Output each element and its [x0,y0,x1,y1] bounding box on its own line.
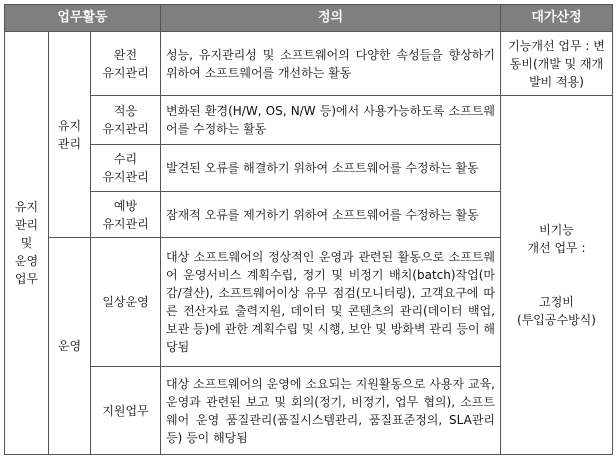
maintenance-label: 유지 관리 [49,32,91,238]
group-label: 유지 관리 및 운영 업무 [5,32,49,455]
header-activity: 업무활동 [5,5,161,32]
definition-adaptive-maintenance: 변화된 환경(H/W, OS, N/W 등)에서 사용가능하도록 소프트웨어를 수정하는 활동 [161,96,501,145]
header-row [5,5,613,32]
activity-preventive-maintenance: 예방 유지관리 [91,192,161,238]
operation-label: 운영 [49,238,91,455]
activity-adaptive-maintenance: 적응 유지관리 [91,96,161,145]
cost-non-functional-line2: 개선 업무 : [527,241,586,255]
header-definition: 정의 [161,5,501,32]
cost-non-functional [501,96,613,455]
activity-support-work: 지원업무 [91,367,161,455]
table-row [5,96,613,145]
definition-support-work: 대상 소프트웨어의 운영에 소요되는 지원활동으로 사용자 교육, 운영과 관련된 보고 및 회의(정기, 비정기, 업무 협의), 소프트웨어 운영 품질관리(품질시스템관리, 품질표준정의, SLA관리 등) 등이 해당됨 [161,367,501,455]
activity-complete-maintenance: 완전 유지관리 [91,32,161,96]
cost-functional-improvement: 기능개선 업무 : 변동비(개발 및 재개발비 적용) [501,32,613,96]
cost-fixed-method: (투입공수방식) [517,313,596,327]
definition-repair-maintenance: 발견된 오류를 해결하기 위하여 소프트웨어를 수정하는 활동 [161,145,501,192]
definition-complete-maintenance: 성능, 유지관리성 및 소프트웨어의 다양한 속성들을 향상하기 위하여 소프트웨어를 개선하는 활동 [161,32,501,96]
cost-spacer [505,257,608,293]
activity-repair-maintenance: 수리 유지관리 [91,145,161,192]
maintenance-operation-table [4,4,613,455]
cost-fixed: 고정비 [539,295,574,309]
header-cost: 대가산정 [501,5,613,32]
definition-preventive-maintenance: 잠재적 오류를 제거하기 위하여 소프트웨어를 수정하는 활동 [161,192,501,238]
definition-daily-operation: 대상 소프트웨어의 정상적인 운영과 관련된 활동으로 소프트웨어 운영서비스 계획수립, 정기 및 비정기 배치(batch)작업(마감/결산), 소프트웨어이상 유무 점검(모니터링), 고객요구에 따른 전산자료 출력지원, 데이터 및 콘텐츠의 관리(데이터 백업, 보관 등)에 관한 계획수립 및 시행, 보안 및 방화벽 관리 등이 해당됨 [161,238,501,367]
cost-non-functional-line1: 비기능 [539,223,574,237]
activity-daily-operation: 일상운영 [91,238,161,367]
table-row [5,32,613,96]
